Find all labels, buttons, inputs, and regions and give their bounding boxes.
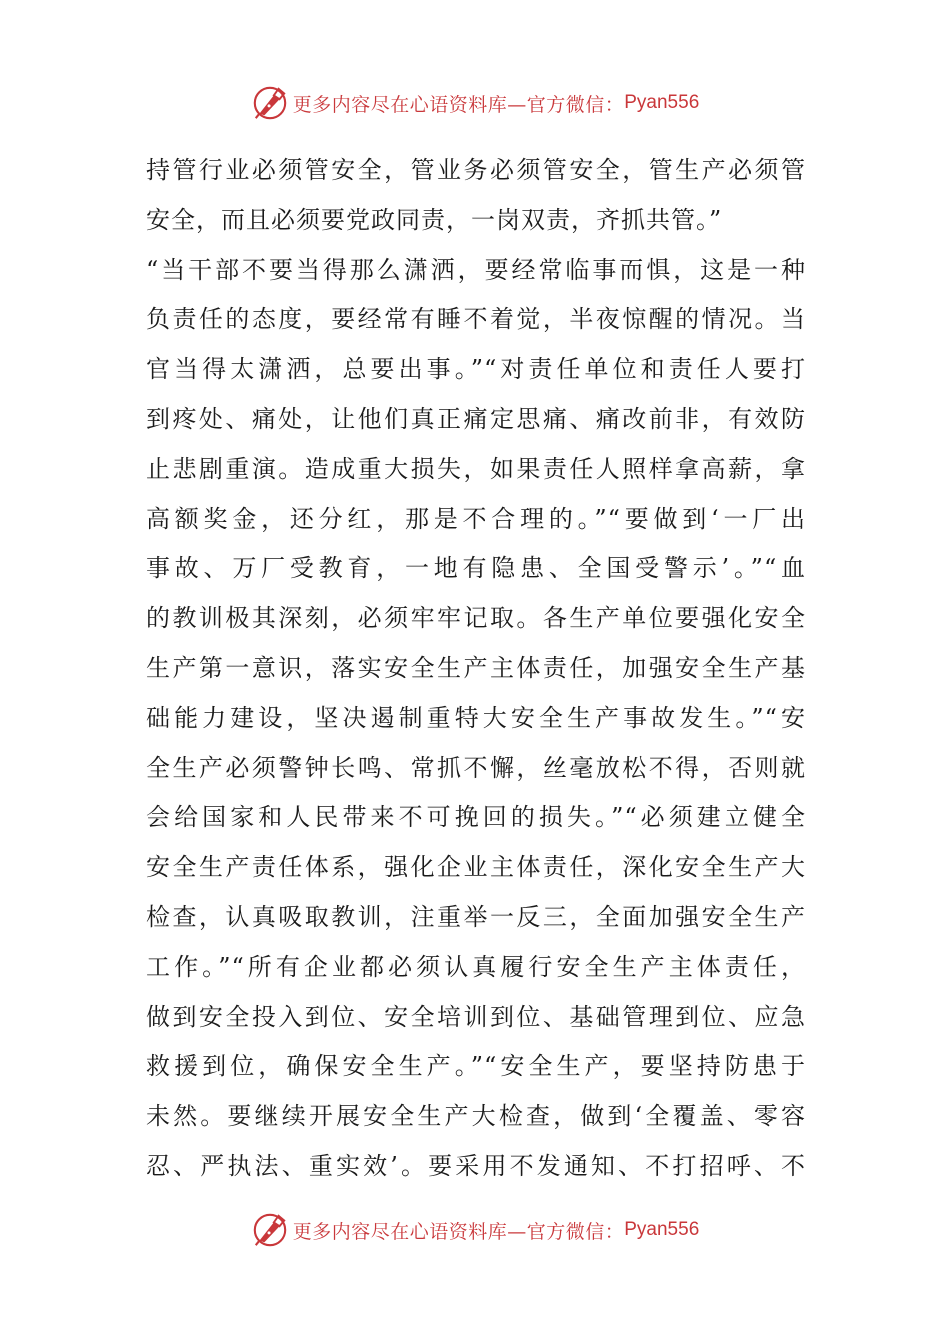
text-line: 础能力建设，坚决遏制重特大安全生产事故发生。”“安 [146,703,806,732]
text-line: “当干部不要当得那么潇洒，要经常临事而惧，这是一种 [146,255,806,284]
text-line: 生产第一意识，落实安全生产主体责任，加强安全生产基 [146,653,806,682]
wechat-handle: Pyan556 [624,1219,700,1240]
document-body [146,146,806,1192]
pen-nib-logo-icon [251,1211,289,1249]
text-line: 未然。要继续开展安全生产大检查，做到‘全覆盖、零容 [146,1102,806,1131]
footer-banner [0,1210,950,1250]
text-line: 全生产必须警钟长鸣、常抓不懈，丝毫放松不得，否则就 [146,753,806,782]
text-line: 救援到位，确保安全生产。”“安全生产，要坚持防患于 [146,1052,806,1081]
banner-text: 更多内容尽在心语资料库—官方微信： [292,1220,625,1243]
pen-nib-logo-icon [251,84,289,122]
text-line: 止悲剧重演。造成重大损失，如果责任人照样拿高薪，拿 [146,454,806,483]
text-line: 忍、严执法、重实效’。要采用不发通知、不打招呼、不 [146,1151,806,1180]
banner-text: 更多内容尽在心语资料库—官方微信： [292,93,625,116]
text-line: 的教训极其深刻，必须牢牢记取。各生产单位要强化安全 [146,604,806,633]
text-line: 工作。”“所有企业都必须认真履行安全生产主体责任， [146,952,806,981]
text-line: 持管行业必须管安全，管业务必须管安全，管生产必须管 [146,156,806,184]
text-line: 到疼处、痛处，让他们真正痛定思痛、痛改前非，有效防 [146,404,806,433]
text-line: 做到安全投入到位、安全培训到位、基础管理到位、应急 [146,1002,806,1031]
text-line: 安全，而且必须要党政同责，一岗双责，齐抓共管。” [146,205,723,234]
wechat-handle: Pyan556 [624,92,700,113]
text-line: 高额奖金，还分红，那是不合理的。”“要做到‘一厂出 [146,504,806,533]
text-line: 安全生产责任体系，强化企业主体责任，深化安全生产大 [146,853,806,882]
text-line: 官当得太潇洒，总要出事。”“对责任单位和责任人要打 [146,355,806,384]
text-line: 事故、万厂受教育，一地有隐患、全国受警示’。”“血 [146,554,806,583]
text-line: 检查，认真吸取教训，注重举一反三，全面加强安全生产 [146,902,806,931]
text-line: 负责任的态度，要经常有睡不着觉，半夜惊醒的情况。当 [146,305,806,334]
text-line: 会给国家和人民带来不可挽回的损失。”“必须建立健全 [146,803,806,832]
header-banner [0,83,950,123]
